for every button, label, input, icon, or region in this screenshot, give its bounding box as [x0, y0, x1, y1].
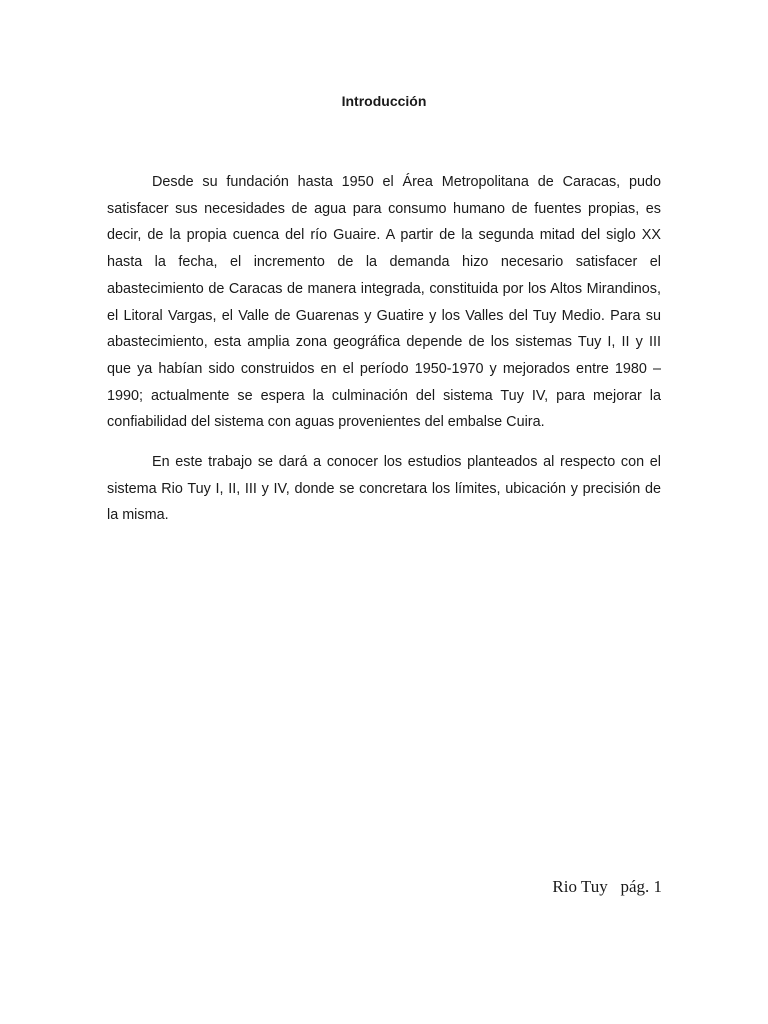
paragraph: En este trabajo se dará a conocer los estudios planteados al respecto con el sistema Rio Tuy I, II, III y IV, donde se concretara los límites, ubicación y precisión de la misma. — [107, 454, 661, 524]
page-footer: Rio Tuy pág. 1 — [552, 877, 662, 896]
page-title: Introducción — [341, 93, 427, 109]
body-text — [107, 169, 661, 529]
paragraph: Desde su fundación hasta 1950 el Área Metropolitana de Caracas, pudo satisfacer sus necesidades de agua para consumo humano de fuentes propias, es decir, de la propia cuenca del río Guaire. A partir de la segunda mitad del siglo XX hasta la fecha, el incremento de la demanda hizo necesario satisfacer el abastecimiento de Caracas de manera integrada, constituida por los Altos Mirandinos, el Litoral Vargas, el Valle de Guarenas y Guatire y los Valles del Tuy Medio. Para su abastecimiento, esta amplia zona geográfica depende de los sistemas Tuy I, II y III que ya habían sido construidos en el período 1950-1970 y mejorados entre 1980 – 1990; actualmente se espera la culminación del sistema Tuy IV, para mejorar la confiabilidad del sistema con aguas provenientes del embalse Cuira. — [107, 174, 661, 431]
